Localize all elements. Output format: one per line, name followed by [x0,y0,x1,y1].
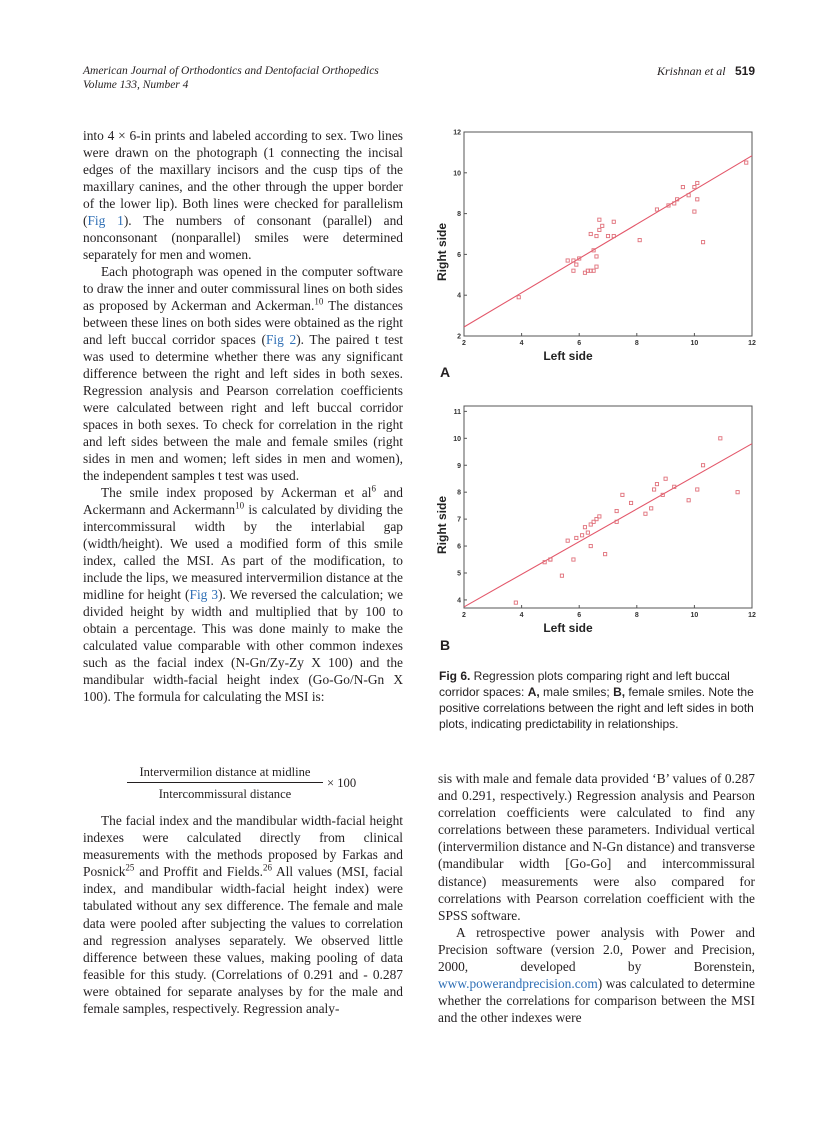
x-tick-label: 2 [462,340,466,347]
figure-reference-link[interactable]: Fig 1 [87,213,124,228]
journal-volume: Volume 133, Number 4 [83,79,189,91]
left-column-text [83,127,403,705]
paragraph: The facial index and the mandibular width-facial height indexes were calculated directly from clinical measurements with the methods proposed by Farkas and Posnick$^{25}$ and Proffit and Fields.$^{26}$ All values (MSI, facial index, and mandibular width-facial height index) were tabulated without any sex difference. The female and male data were pooled after subjecting the values to correlation and regression analyses separately. We observed little difference between these values, making pooling of data feasible for this study. (Correlations of 0.291 and - 0.287 were obtained for separate analyses by for the male and female samples, respectively. Regression analy- [83,813,403,1017]
y-tick-label: 8 [457,211,461,219]
x-tick-label: 6 [577,340,582,347]
plot-frame [464,406,752,608]
data-point [719,437,722,440]
x-tick-label: 4 [519,340,524,347]
figure-caption: Fig 6. Regression plots comparing right and left buccal corridor spaces: A, male smiles; B, female smiles. Note the positive correlations between the right and left sides in both plots, indicating predictability in relationships. [439,669,754,731]
panel-a-label: A [440,364,451,380]
left-column-text-continued [83,812,403,1017]
y-tick-label: 7 [457,516,461,524]
data-point [572,269,575,272]
data-point [589,544,592,547]
data-point [655,208,658,211]
formula-multiplier: × 100 [327,776,357,790]
y-tick-label: 4 [457,597,461,605]
x-tick-label: 6 [577,612,582,619]
x-axis-label: Left side [543,349,593,363]
x-tick-label: 2 [462,612,466,619]
y-tick-label: 6 [457,251,461,259]
data-point [514,601,517,604]
data-point [696,488,699,491]
data-point [644,512,647,515]
y-tick-label: 2 [457,333,461,341]
journal-title: American Journal of Orthodontics and Dentofacial Orthopedics [83,65,379,77]
data-point [687,499,690,502]
data-point [583,526,586,529]
data-point [575,263,578,266]
data-point [615,509,618,512]
data-point [598,218,601,221]
page-number: 519 [734,64,755,78]
data-point [598,228,601,231]
data-point [638,239,641,242]
x-tick-label: 8 [634,612,639,619]
x-tick-label: 12 [748,340,756,347]
running-header-journal [83,64,379,92]
data-point [601,224,604,227]
data-point [560,574,563,577]
y-tick-label: 11 [453,408,461,416]
paragraph: A retrospective power analysis with Power and Precision software (version 2.0, Power and Precision, 2000, developed by Borenstein, www.powerandprecision.com) was calculated to determine whether the correlations for comparison between the MSI and the other indexes were [438,924,755,1026]
data-point [736,491,739,494]
website-link[interactable]: www.powerandprecision.com [438,976,598,992]
data-point [566,259,569,262]
data-point [589,232,592,235]
regression-line [464,156,752,327]
data-point [681,185,684,188]
data-point [664,477,667,480]
x-tick-label: 4 [519,612,524,619]
y-axis-label: Right side [435,222,449,282]
data-point [650,507,653,510]
y-tick-label: 6 [457,543,461,551]
citation-superscript: 10 [235,500,245,511]
x-tick-label: 12 [748,612,756,619]
regression-line [464,444,752,607]
data-point [701,241,704,244]
data-point [696,181,699,184]
paragraph: Each photograph was opened in the computer software to draw the inner and outer commissural lines on both sides as proposed by Ackerman and Ackerman.$^{10}$ The distances between these lines on both sides were obtained as the right and left buccal corridor spaces (Fig 2). The paired t test was used to determine whether there was any significant difference between the right and left sides in both sexes. Regression analysis and Pearson correlation coefficients were calculated between right and left buccal corridor spaces in both sexes. To check for correlation in the right and left sides between the male and female smiles (right sides in men and women; left sides in men and women), the independent samples t test was used. [83,264,404,483]
data-point [595,265,598,268]
citation-superscript: 25 [125,862,135,873]
data-point [575,536,578,539]
y-tick-label: 10 [453,170,461,178]
running-header-page [657,64,755,79]
citation-superscript: 10 [314,296,324,307]
data-point [693,185,696,188]
data-point [693,210,696,213]
caption-label: Fig 6. [439,669,471,683]
data-point [517,296,520,299]
data-point [580,534,583,537]
data-point [566,539,569,542]
paragraph: sis with male and female data provided ‘B’ values of 0.287 and 0.291, respectively.) Regression analysis and Pearson correlation coefficients were calculated to find any correlations between these parameters. Individual vertical (intervermilion distance and N-Gn distance) and transverse (mandibular width [Go-Go] and intercommissural distance) measurements were also compared for correlations with Pearson correlation coefficient with the SPSS software. [438,771,755,923]
x-axis-label: Left side [543,621,593,635]
figure-6-plots [432,122,762,652]
data-point [652,488,655,491]
data-point [606,234,609,237]
y-tick-label: 9 [457,462,461,470]
y-axis-label: Right side [435,495,449,555]
data-point [629,501,632,504]
data-point [595,255,598,258]
right-column-text [438,770,755,1026]
data-point [696,198,699,201]
y-tick-label: 12 [453,129,461,137]
data-point [701,464,704,467]
data-point [621,493,624,496]
x-tick-label: 10 [690,612,699,619]
data-point [655,483,658,486]
data-point [595,234,598,237]
paragraph: into 4 × 6-in prints and labeled according to sex. Two lines were drawn on the photograph (1 connecting the incisal edges of the maxillary incisors and the cusp tips of the maxillary canines, and the other through the upper border of the lower lip). Both lines were checked for parallelism (Fig 1). The numbers of consonant (parallel) and nonconsonant (nonparallel) smiles were determined separately for men and women. [83,128,404,262]
y-tick-label: 10 [453,435,461,443]
panel-b-label: B [440,637,451,653]
paragraph: The smile index proposed by Ackerman et $al^6$ and Ackermann and Ackermann$^{10}$ is calculated by dividing the intercommissural width by the interlabial gap (width/height). We used a modified form of this smile index, called the MSI. As part of the modification, to include the lips, we measured intervermilion distance at the midline for height (Fig 3). We reversed the calculation; we divided height by width and multiplied that by 100 to obtain a percentage. This was done mainly to make the calculated value comparable with other common indexes such as the facial index (N-Gn/Zy-Zy X 100) and the mandibular width-facial height index (Go-Go/N-Gn X 100). The formula for calculating the MSI is: [83,483,403,704]
x-tick-label: 10 [690,340,699,347]
citation-superscript: 26 [262,862,272,873]
data-point [745,161,748,164]
data-point [604,553,607,556]
running-authors: Krishnan et al [656,64,726,78]
formula-numerator: Intervermilion distance at midline [127,765,323,783]
data-point [612,220,615,223]
y-tick-label: 8 [457,489,461,497]
data-point [586,531,589,534]
x-tick-label: 8 [634,340,639,347]
y-tick-label: 5 [457,570,461,578]
data-point [572,558,575,561]
formula-denominator: Intercommissural distance [158,787,292,801]
msi-formula [83,765,403,805]
figure-reference-link[interactable]: Fig 3 [189,587,219,602]
figure-reference-link[interactable]: Fig 2 [265,332,297,347]
citation-superscript: 6 [371,483,376,494]
y-tick-label: 4 [457,292,461,300]
